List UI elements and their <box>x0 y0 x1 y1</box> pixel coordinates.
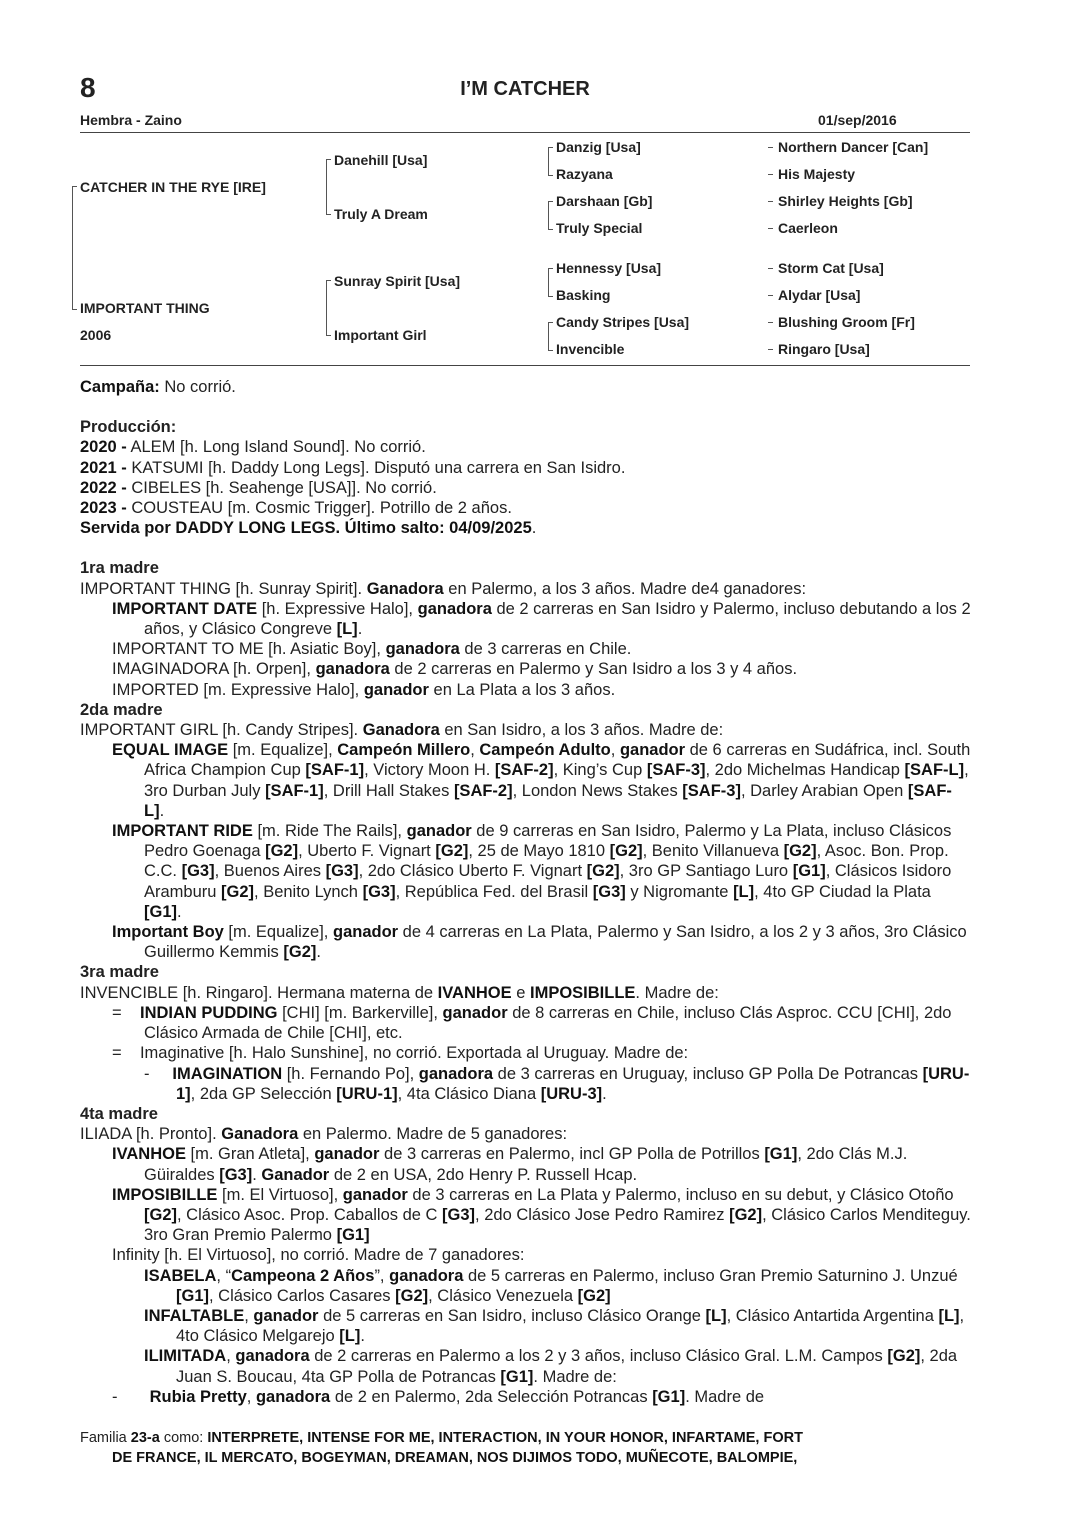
pedigree-sire: CATCHER IN THE RYE [IRE] <box>80 179 266 195</box>
produce-entry: INFALTABLE, ganador de 5 carreras en San Isidro, incluso Clásico Orange [L], Clásico Antartida Argentina [L], 4to Clásico Melgarejo [L]. <box>144 1306 965 1346</box>
campaign: Campaña: No corrió. <box>80 378 236 396</box>
pedigree-gen3-4: Truly Special <box>556 220 643 236</box>
pedigree-gen4-1: Northern Dancer [Can] <box>778 139 929 155</box>
produce-entry: IMPORTANT DATE [h. Expressive Halo], ganadora de 2 carreras en San Isidro y Palermo, incluso debutando a los 2 años, y Clásico Congreve [L]. <box>112 599 971 639</box>
pedigree-gen4-4: Caerleon <box>778 220 838 236</box>
pedigree-gen4-2: His Majesty <box>778 166 856 182</box>
produce-entry: Important Boy [m. Equalize], ganador de 4 carreras en La Plata, Palermo y San Isidro, a los 2 y 3 años, 3ro Clásico Guillermo Kemmis [G2]. <box>112 923 967 962</box>
pedigree-rule <box>80 365 970 366</box>
produce-entry: IMPORTANT TO ME [h. Asiatic Boy], ganadora de 3 carreras en Chile. <box>112 640 632 659</box>
pedigree-gen2-2: Truly A Dream <box>334 206 428 222</box>
dash <box>768 174 773 175</box>
produce-entry: = INDIAN PUDDING [CHI] [m. Barkerville], ganador de 8 carreras en Chile, incluso Clás Asproc. CCU [CHI], 2do Clásico Armada de Chile [CHI], etc. <box>112 1003 952 1043</box>
bracket-gen1-b <box>72 186 77 310</box>
dam-entry: IMPORTANT GIRL [h. Candy Stripes]. Ganadora en San Isidro, a los 3 años. Madre de: <box>80 721 724 740</box>
produce-entry: - IMAGINATION [h. Fernando Po], ganadora de 3 carreras en Uruguay, incluso GP Polla De Potrancas [URU-1], 2da GP Selección [URU-1], 4ta Clásico Diana [URU-3]. <box>144 1064 970 1103</box>
production-item: 2022 - CIBELES [h. Seahenge [USA]]. No corrió. <box>80 478 437 497</box>
pedigree-dam: IMPORTANT THING <box>80 300 210 316</box>
dam-entry: ILIADA [h. Pronto]. Ganadora en Palermo. Madre de 5 ganadores: <box>80 1125 568 1144</box>
pedigree-gen3-6: Basking <box>556 287 611 303</box>
section-title-3ra-madre: 3ra madre <box>80 963 159 982</box>
section-title-2da-madre: 2da madre <box>80 700 163 719</box>
dash <box>768 268 773 269</box>
pedigree-gen3-2: Razyana <box>556 166 613 182</box>
horse-name: I’M CATCHER <box>460 78 590 100</box>
produce-entry: IMPORTED [m. Expressive Halo], ganador en La Plata a los 3 años. <box>112 680 616 699</box>
production-title: Producción: <box>80 418 177 437</box>
dash <box>768 201 773 202</box>
catalog-body <box>80 377 972 1407</box>
section-title-4ta-madre: 4ta madre <box>80 1104 158 1123</box>
pedigree-gen4-3: Shirley Heights [Gb] <box>778 193 913 209</box>
dash <box>768 322 773 323</box>
pedigree-gen2-4: Important Girl <box>334 327 427 343</box>
pedigree-gen4-6: Alydar [Usa] <box>778 287 861 303</box>
bracket-gen3-c <box>548 268 553 297</box>
produce-entry: Infinity [h. El Virtuoso], no corrió. Madre de 7 ganadores: <box>112 1246 525 1265</box>
bracket-gen3-a <box>548 147 553 176</box>
pedigree-gen3-7: Candy Stripes [Usa] <box>556 314 690 330</box>
birth-date: 01/sep/2016 <box>818 112 897 128</box>
pedigree-gen4-7: Blushing Groom [Fr] <box>778 314 915 330</box>
dam-entry: INVENCIBLE [h. Ringaro]. Hermana materna de IVANHOE e IMPOSIBILLE. Madre de: <box>80 983 719 1002</box>
produce-entry: IMPORTANT RIDE [m. Ride The Rails], ganador de 9 carreras en San Isidro, Palermo y La Plata, incluso Clásicos Pedro Goenaga [G2], Uberto F. Vignart [G2], 25 de Mayo 1810 [G2], Benito Villanueva [G2], Asoc. Bon. Prop. C.C. [G3], Buenos Aires [G3], 2do Clásico Uberto F. Vignart [G2], 3ro GP Santiago Luro [G1], Clásicos Isidoro Aramburu [G2], Benito Lynch [G3], República Fed. del Brasil [G3] y Nigromante [L], 4to GP Ciudad la Plata [G1]. <box>112 822 952 921</box>
pedigree-gen2-1: Danehill [Usa] <box>334 152 428 168</box>
bracket-gen3-b <box>548 201 553 230</box>
produce-entry: ILIMITADA, ganadora de 2 carreras en Palermo a los 2 y 3 años, incluso Clásico Gral. L.M. Campos [G2], 2da Juan S. Boucau, 4ta GP Polla de Potrancas [G1]. Madre de: <box>144 1347 958 1386</box>
family-footer: Familia 23-a como: INTERPRETE, INTENSE FOR ME, INTERACTION, IN YOUR HONOR, INFARTAME, FORT DE FRANCE, IL MERCATO, BOGEYMAN, DREAMAN, NOS DIJIMOS TODO, MUÑECOTE, BALOMPIE, <box>80 1430 803 1466</box>
pedigree-dam-year: 2006 <box>80 327 112 343</box>
lot-number: 8 <box>80 72 96 103</box>
dash <box>768 228 773 229</box>
pedigree-gen4-8: Ringaro [Usa] <box>778 341 870 357</box>
dash <box>768 349 773 350</box>
pedigree-gen3-5: Hennessy [Usa] <box>556 260 662 276</box>
bracket-gen2-a <box>326 159 331 215</box>
production-item: 2023 - COUSTEAU [m. Cosmic Trigger]. Potrillo de 2 años. <box>80 499 512 518</box>
pedigree-gen3-1: Danzig [Usa] <box>556 139 641 155</box>
top-rule <box>80 132 970 133</box>
dash <box>768 147 773 148</box>
pedigree-gen3-8: Invencible <box>556 341 625 357</box>
produce-entry: - Rubia Pretty, ganadora de 2 en Palermo, 2da Selección Potrancas [G1]. Madre de <box>112 1387 765 1406</box>
served-by: Servida por DADDY LONG LEGS. Último salto: 04/09/2025. <box>80 519 537 538</box>
produce-entry: EQUAL IMAGE [m. Equalize], Campeón Millero, Campeón Adulto, ganador de 6 carreras en Sudáfrica, incl. South Africa Champion Cup [SAF-1], Victory Moon H. [SAF-2], King’s Cup [SAF-3], 2do Michelmas Handicap [SAF-L], 3ro Durban July [SAF-1], Drill Hall Stakes [SAF-2], London News Stakes [SAF-3], Darley Arabian Open [SAF-L]. <box>112 741 971 820</box>
production-item: 2020 - ALEM [h. Long Island Sound]. No corrió. <box>80 438 426 457</box>
produce-entry: ISABELA, “Campeona 2 Años”, ganadora de 5 carreras en Palermo, incluso Gran Premio Saturnino J. Unzué [G1], Clásico Carlos Casares [G2], Clásico Venezuela [G2] <box>144 1266 958 1305</box>
produce-entry: = Imaginative [h. Halo Sunshine], no corrió. Exportada al Uruguay. Madre de: <box>112 1044 689 1063</box>
section-title-1ra-madre: 1ra madre <box>80 559 159 578</box>
sex-color: Hembra - Zaino <box>80 112 182 128</box>
bracket-gen2-b <box>326 280 331 336</box>
pedigree-gen4-5: Storm Cat [Usa] <box>778 260 884 276</box>
pedigree-gen2-3: Sunray Spirit [Usa] <box>334 273 461 289</box>
dam-entry: IMPORTANT THING [h. Sunray Spirit]. Ganadora en Palermo, a los 3 años. Madre de4 ganadores: <box>80 579 807 598</box>
production-item: 2021 - KATSUMI [h. Daddy Long Legs]. Disputó una carrera en San Isidro. <box>80 458 626 477</box>
produce-entry: IMPOSIBILLE [m. El Virtuoso], ganador de 3 carreras en La Plata y Palermo, incluso en su debut, y Clásico Otoño [G2], Clásico Asoc. Prop. Caballos de C [G3], 2do Clásico Jose Pedro Ramirez [G2], Clásico Carlos Menditeguy. 3ro Gran Premio Palermo [G1] <box>112 1185 971 1245</box>
pedigree-gen3-3: Darshaan [Gb] <box>556 193 653 209</box>
produce-entry: IMAGINADORA [h. Orpen], ganadora de 2 carreras en Palermo y San Isidro a los 3 y 4 años. <box>112 660 798 679</box>
produce-entry: IVANHOE [m. Gran Atleta], ganador de 3 carreras en Palermo, incl GP Polla de Potrillos [G1], 2do Clás M.J. Güiraldes [G3]. Ganador de 2 en USA, 2do Henry P. Russell Hcap. <box>112 1145 908 1184</box>
dash <box>768 295 773 296</box>
bracket-gen3-d <box>548 322 553 351</box>
